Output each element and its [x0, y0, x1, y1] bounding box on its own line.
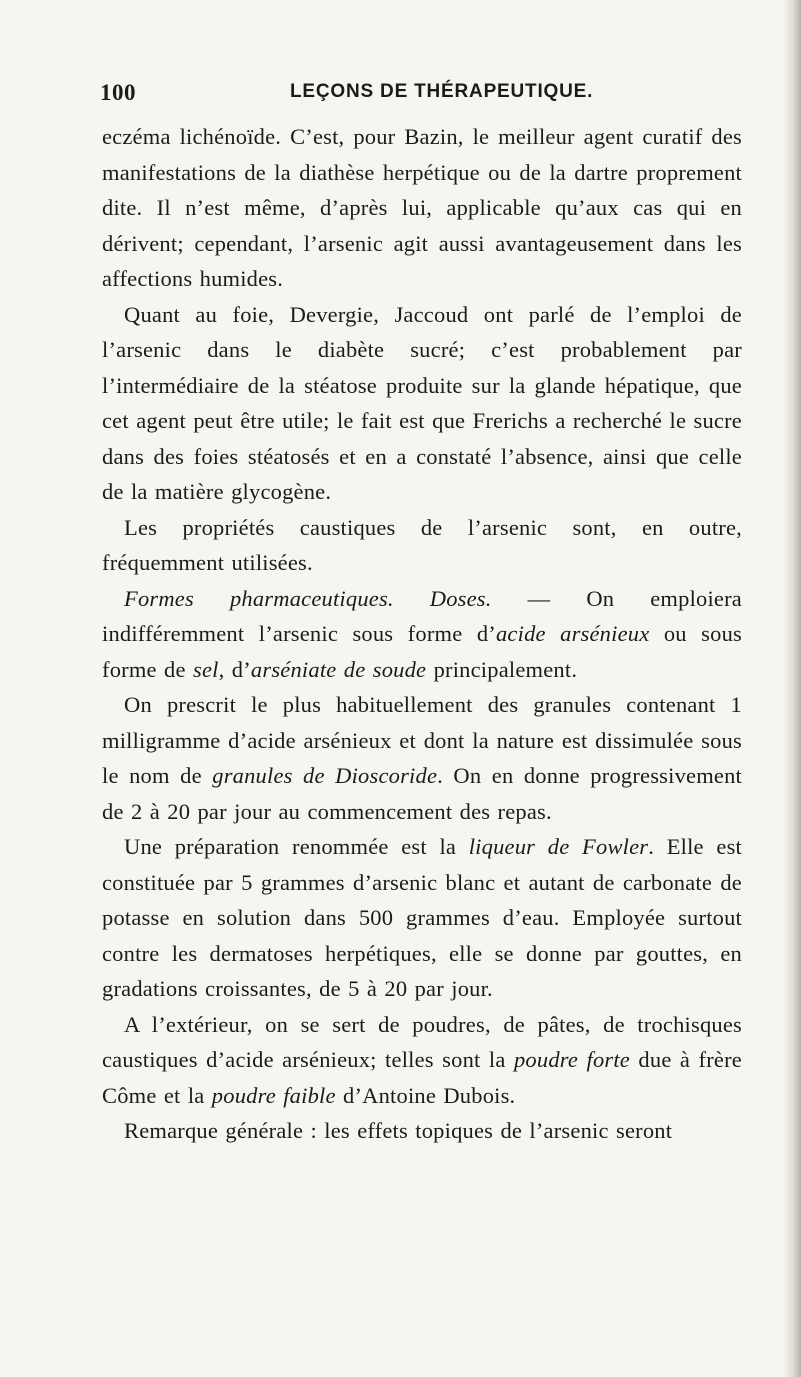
paragraph-4-text-2: ou sous forme de	[102, 621, 742, 682]
paragraph-8: Remarque générale : les effets topiques de l’arsenic seront	[124, 1118, 673, 1143]
paragraph-5-text-2: . On en donne progressivement de 2 à 20 par jour au commencement des repas.	[102, 763, 743, 824]
paragraph-1: eczéma lichénoïde. C’est, pour Bazin, le meilleur agent curatif des manifestations de la diathèse herpétique ou de la dartre proprement dite. Il n’est même, d’après lui, applicable qu’aux cas qui en dérivent; cependant, l’arsenic agit aussi avantageusement dans les affections humides.	[102, 124, 742, 291]
paragraph-4	[102, 581, 742, 688]
term-sel: sel	[193, 656, 219, 682]
paragraph-7	[102, 1007, 742, 1114]
paragraph-3: Les propriétés caustiques de l’arsenic sont, en outre, fréquemment utilisées.	[102, 514, 742, 575]
paragraph-5-text-1: On prescrit le plus habituellement des granules contenant 1 milligramme d’acide arsénieux et dont la nature est dissimulée sous le nom de	[102, 692, 742, 788]
paragraph-7-text-3: d’Antoine Dubois.	[335, 1082, 516, 1108]
paragraph-6-text-1: Une préparation renommée est la	[124, 834, 469, 859]
paragraph-6	[102, 829, 742, 1007]
paragraph-6-text-2: . Elle est constituée par 5 grammes d’arsenic blanc et autant de carbonate de potasse en solution dans 500 grammes d’eau. Employée surtout contre les dermatoses herpétiques, elle se donne par gouttes, en gradations croissantes, de 5 à 20 par jour.	[102, 834, 742, 1001]
page-header	[100, 80, 760, 110]
paragraph-7-text-2: due à frère Côme et la	[102, 1047, 742, 1108]
paragraph-7-text-1: A l’extérieur, on se sert de poudres, de pâtes, de trochisques caustiques d’acide arsénieux; telles sont la	[102, 1011, 742, 1072]
section-heading: Formes pharmaceutiques. Doses.	[124, 585, 492, 611]
term-granules-de-dioscoride: granules de Dioscoride	[212, 763, 438, 788]
paragraph-2: Quant au foie, Devergie, Jaccoud ont parlé de l’emploi de l’arsenic dans le diabète sucré; c’est probablement par l’intermédiaire de la stéatose produite sur la glande hépatique, que cet agent peut être utile; le fait est que Frerichs a recherché le sucre dans des foies stéatosés et en a constaté l’absence, ainsi que celle de la matière glycogène.	[102, 301, 742, 504]
running-head: LEÇONS DE THÉRAPEUTIQUE.	[290, 81, 594, 102]
body-text	[102, 119, 742, 1149]
term-poudre-forte: poudre forte	[513, 1047, 630, 1072]
paragraph-4-text-3: , d’	[218, 656, 251, 682]
paragraph-4-text-4: principalement.	[426, 656, 578, 682]
term-liqueur-de-fowler: liqueur de Fowler	[468, 834, 649, 859]
paragraph-5	[102, 687, 742, 829]
page-edge-shadow	[783, 0, 801, 1377]
term-arseniate-de-soude: arséniate de soude	[250, 656, 427, 682]
term-acide-arsenieux: acide arsénieux	[495, 621, 650, 646]
page-number: 100	[100, 80, 136, 105]
term-poudre-faible: poudre faible	[211, 1082, 336, 1108]
paragraph-4-text-1: — On emploiera indifféremment l’arsenic sous forme d’	[102, 585, 742, 646]
